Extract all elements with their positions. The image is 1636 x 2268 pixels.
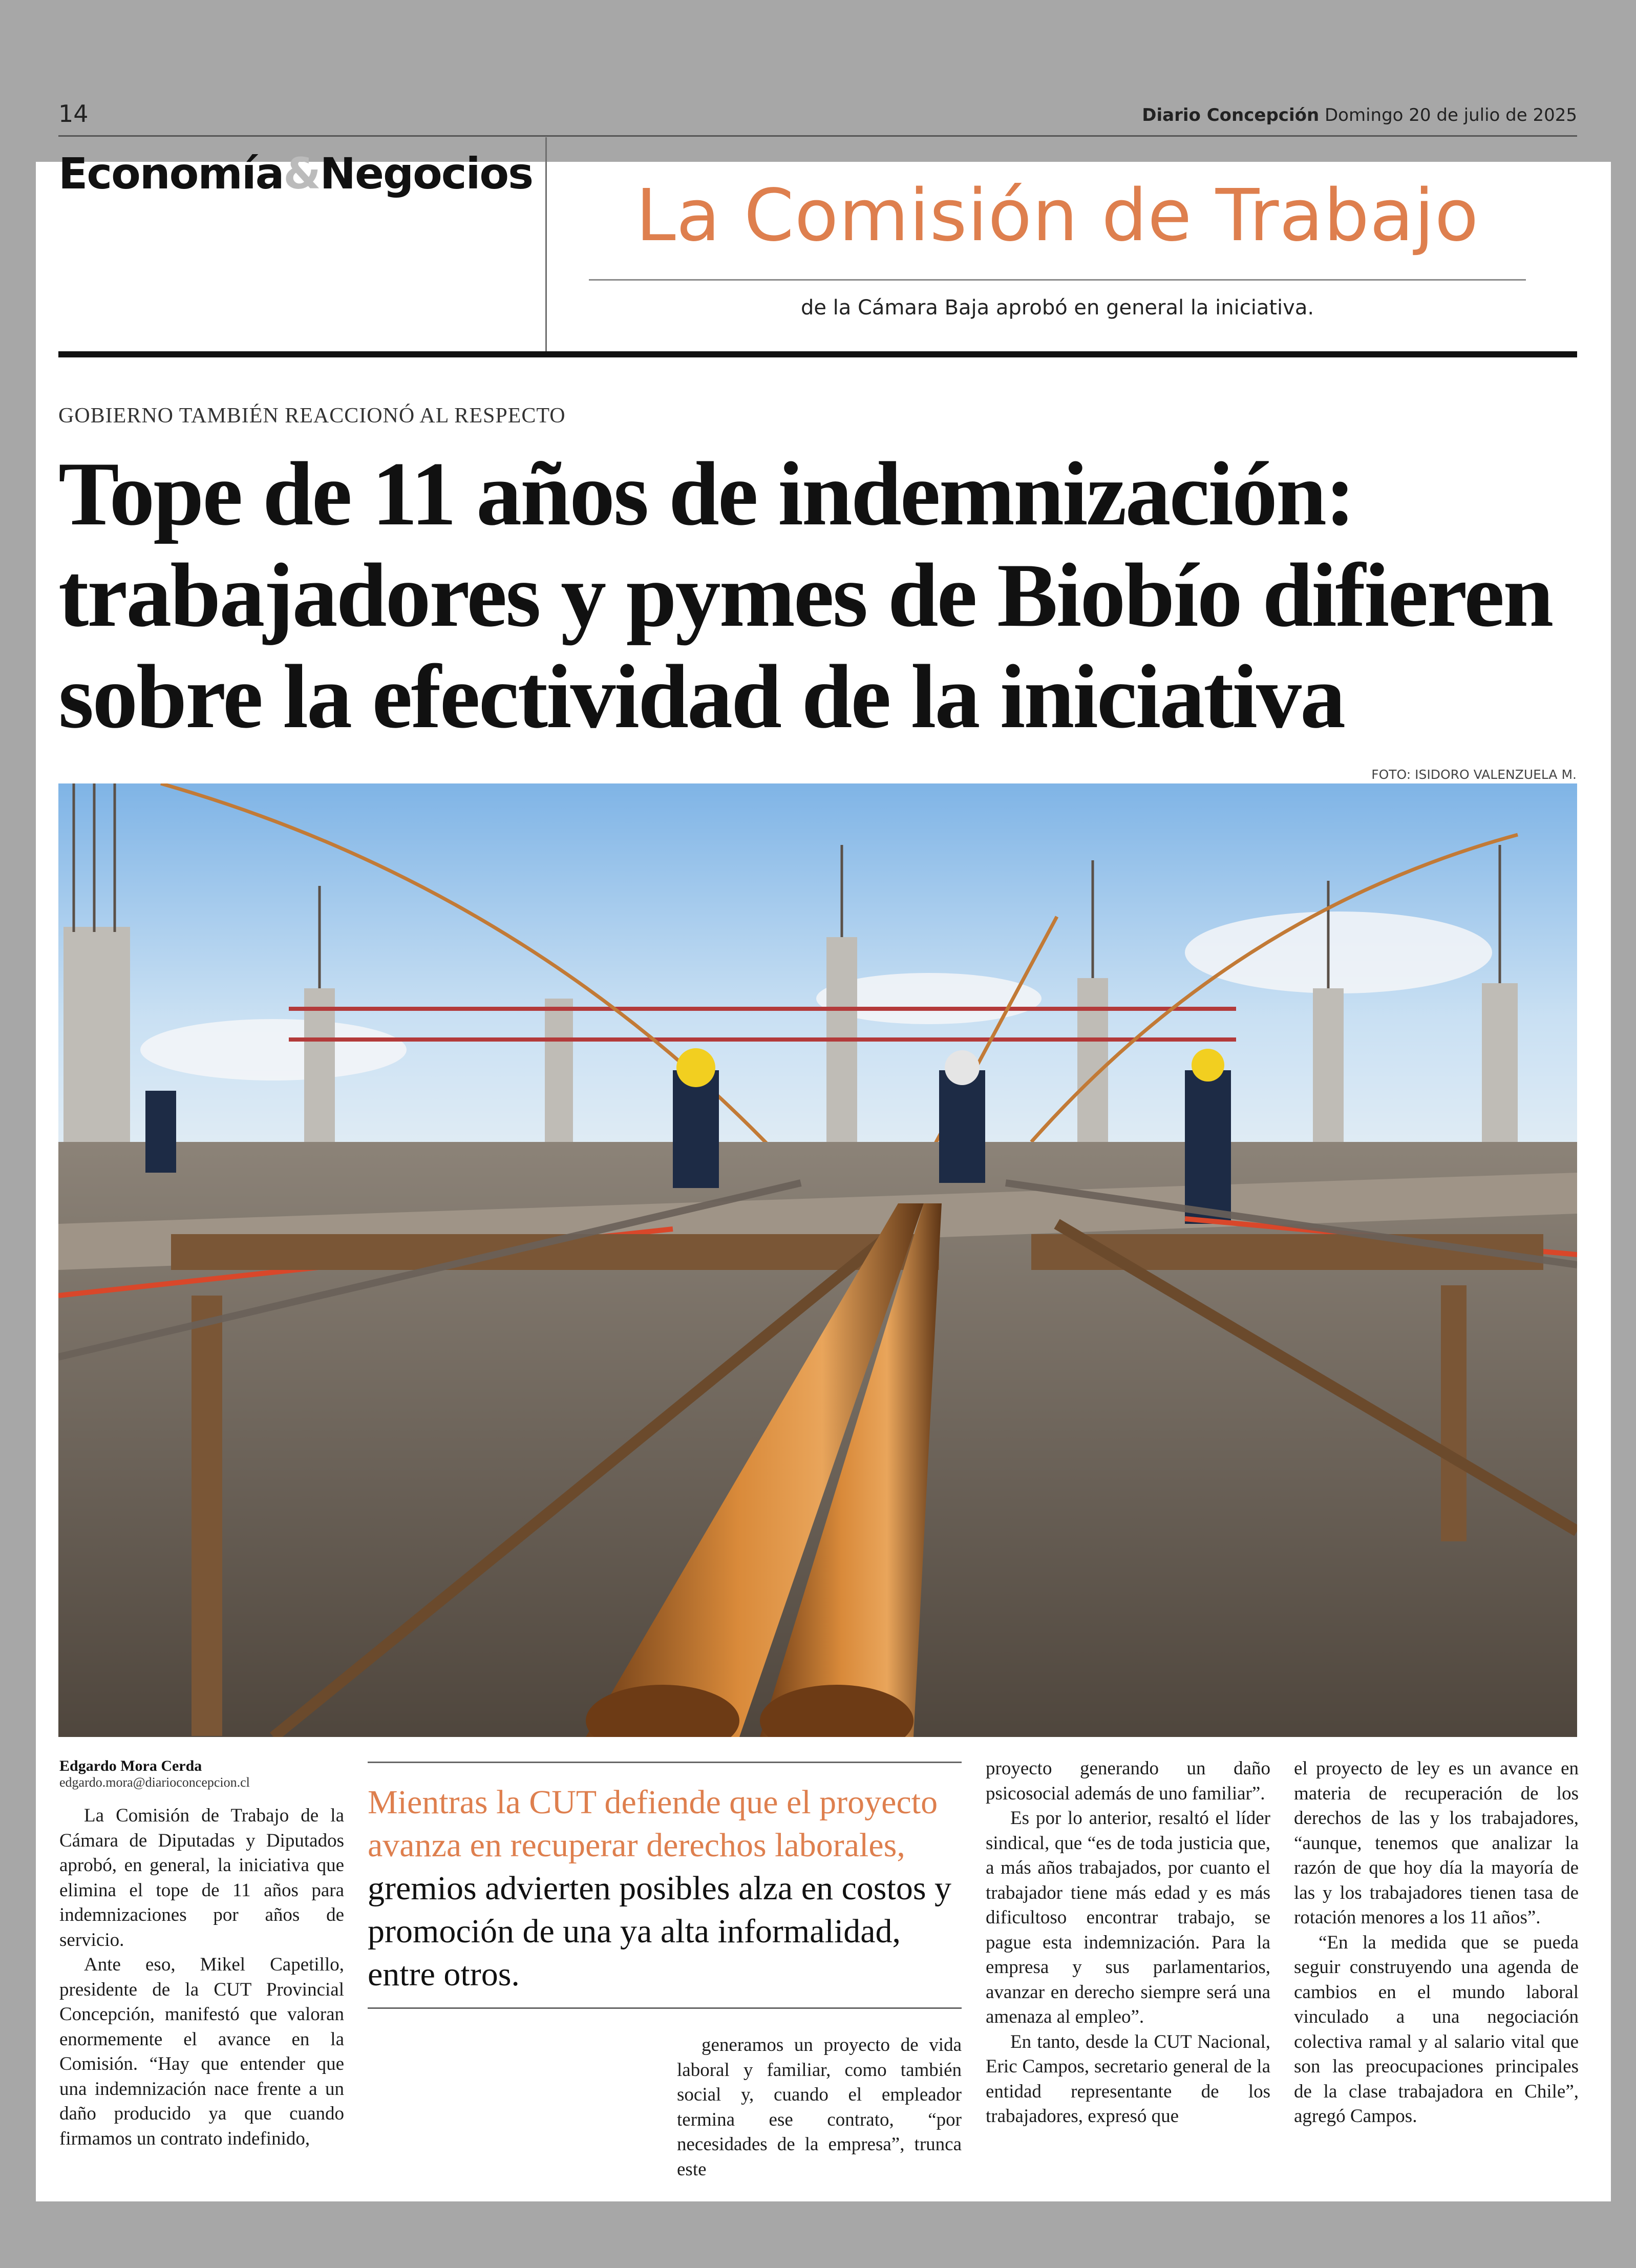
teaser-subtitle: de la Cámara Baja aprobó en general la iniciativa.	[800, 296, 1314, 320]
body-column-4	[1294, 1756, 1579, 2129]
header-rule	[58, 351, 1577, 357]
headline-line-1: Tope de 11 años de indemnización:	[58, 443, 1354, 544]
section-ampersand: &	[283, 149, 320, 199]
byline-author: Edgardo Mora Cerda	[59, 1757, 202, 1774]
section-label	[58, 149, 533, 199]
headline-line-3-regular: sobre la	[58, 646, 372, 747]
photo-credit: FOTO: ISIDORO VALENZUELA M.	[1371, 767, 1577, 782]
page-folio	[58, 100, 1577, 137]
byline	[59, 1757, 367, 1790]
photo-illustration	[58, 783, 1577, 1737]
pull-quote-rule-bottom	[368, 2007, 962, 2009]
page-number: 14	[58, 100, 89, 128]
headline-line-3	[58, 646, 1577, 747]
paragraph: “En la medida que se pueda seguir construyendo una agenda de cambios en el mundo laboral vinculado a una negociación colectiva ramal y al salario vital que son las preocupaciones principales de la clase trabajadora en Chile”, agregó Campos.	[1294, 1932, 1579, 2127]
folio-info	[1142, 105, 1577, 125]
article-headline	[58, 443, 1577, 747]
newspaper-name: Diario Concepción	[1142, 105, 1320, 125]
pull-quote-highlight: Mientras la CUT defiende que el proyecto avanza en recuperar derechos laborales,	[368, 1784, 938, 1864]
construction-site-photo	[58, 783, 1577, 1737]
paragraph: proyecto generando un daño psicosocial además de uno familiar”.	[986, 1758, 1270, 1804]
section-divider	[545, 137, 547, 352]
paragraph: el proyecto de ley es un avance en materia de recuperación de los derechos de las y los trabajadores, “aunque, tenemos que analizar la razón de que hoy día la mayoría de las y los trabajadores tienen tasa de rotación menores a los 11 años”.	[1294, 1758, 1579, 1928]
section-part1: Economía	[58, 149, 284, 199]
paragraph: La Comisión de Trabajo de la Cámara de Diputadas y Diputados aprobó, en general, la iniciativa que elimina el tope de 11 años para indemnizaciones por años de servicio.	[59, 1805, 344, 1951]
article-kicker: GOBIERNO TAMBIÉN REACCIONÓ AL RESPECTO	[58, 404, 566, 428]
paragraph: generamos un proyecto de vida laboral y familiar, como también social y, cuando el empleador termina ese contrato, “por necesidades de la empresa”, trunca este	[677, 2034, 962, 2180]
body-column-1	[59, 1804, 344, 2151]
body-column-2	[677, 2033, 962, 2182]
teaser-title: La Comisión de Trabajo	[635, 174, 1479, 258]
paragraph: En tanto, desde la CUT Nacional, Eric Campos, secretario general de la entidad representante de los trabajadores, expresó que	[986, 2031, 1270, 2127]
paragraph: Ante eso, Mikel Capetillo, presidente de la CUT Provincial Concepción, manifestó que valoran enormemente el avance en la Comisión. “Hay que entender que una indemnización nace frente a un daño producido ya que cuando firmamos un contrato indefinido,	[59, 1954, 344, 2149]
pull-quote	[368, 1781, 962, 1996]
headline-line-3-bold: efectividad de la iniciativa	[372, 646, 1345, 747]
pull-quote-text: gremios advierten posibles alza en costos y promoción de una ya alta informalidad, entre otros.	[368, 1870, 952, 1993]
body-column-3	[986, 1756, 1270, 2129]
byline-email: edgardo.mora@diarioconcepcion.cl	[59, 1775, 250, 1790]
pull-quote-rule-top	[368, 1762, 962, 1763]
headline-line-2: trabajadores y pymes de Biobío difieren	[58, 544, 1553, 646]
paragraph: Es por lo anterior, resaltó el líder sindical, que “es de toda justicia que, a más años trabajados, por cuanto el trabajador tiene más edad y es más dificultoso encontrar trabajo, se pague esta indemnización. Para la empresa y sus parlamentarios, avanzar en derecho siempre será una amenaza al empleo”.	[986, 1808, 1270, 2027]
issue-date: Domingo 20 de julio de 2025	[1325, 105, 1577, 125]
teaser-rule	[589, 279, 1526, 281]
section-part2: Negocios	[320, 149, 533, 199]
